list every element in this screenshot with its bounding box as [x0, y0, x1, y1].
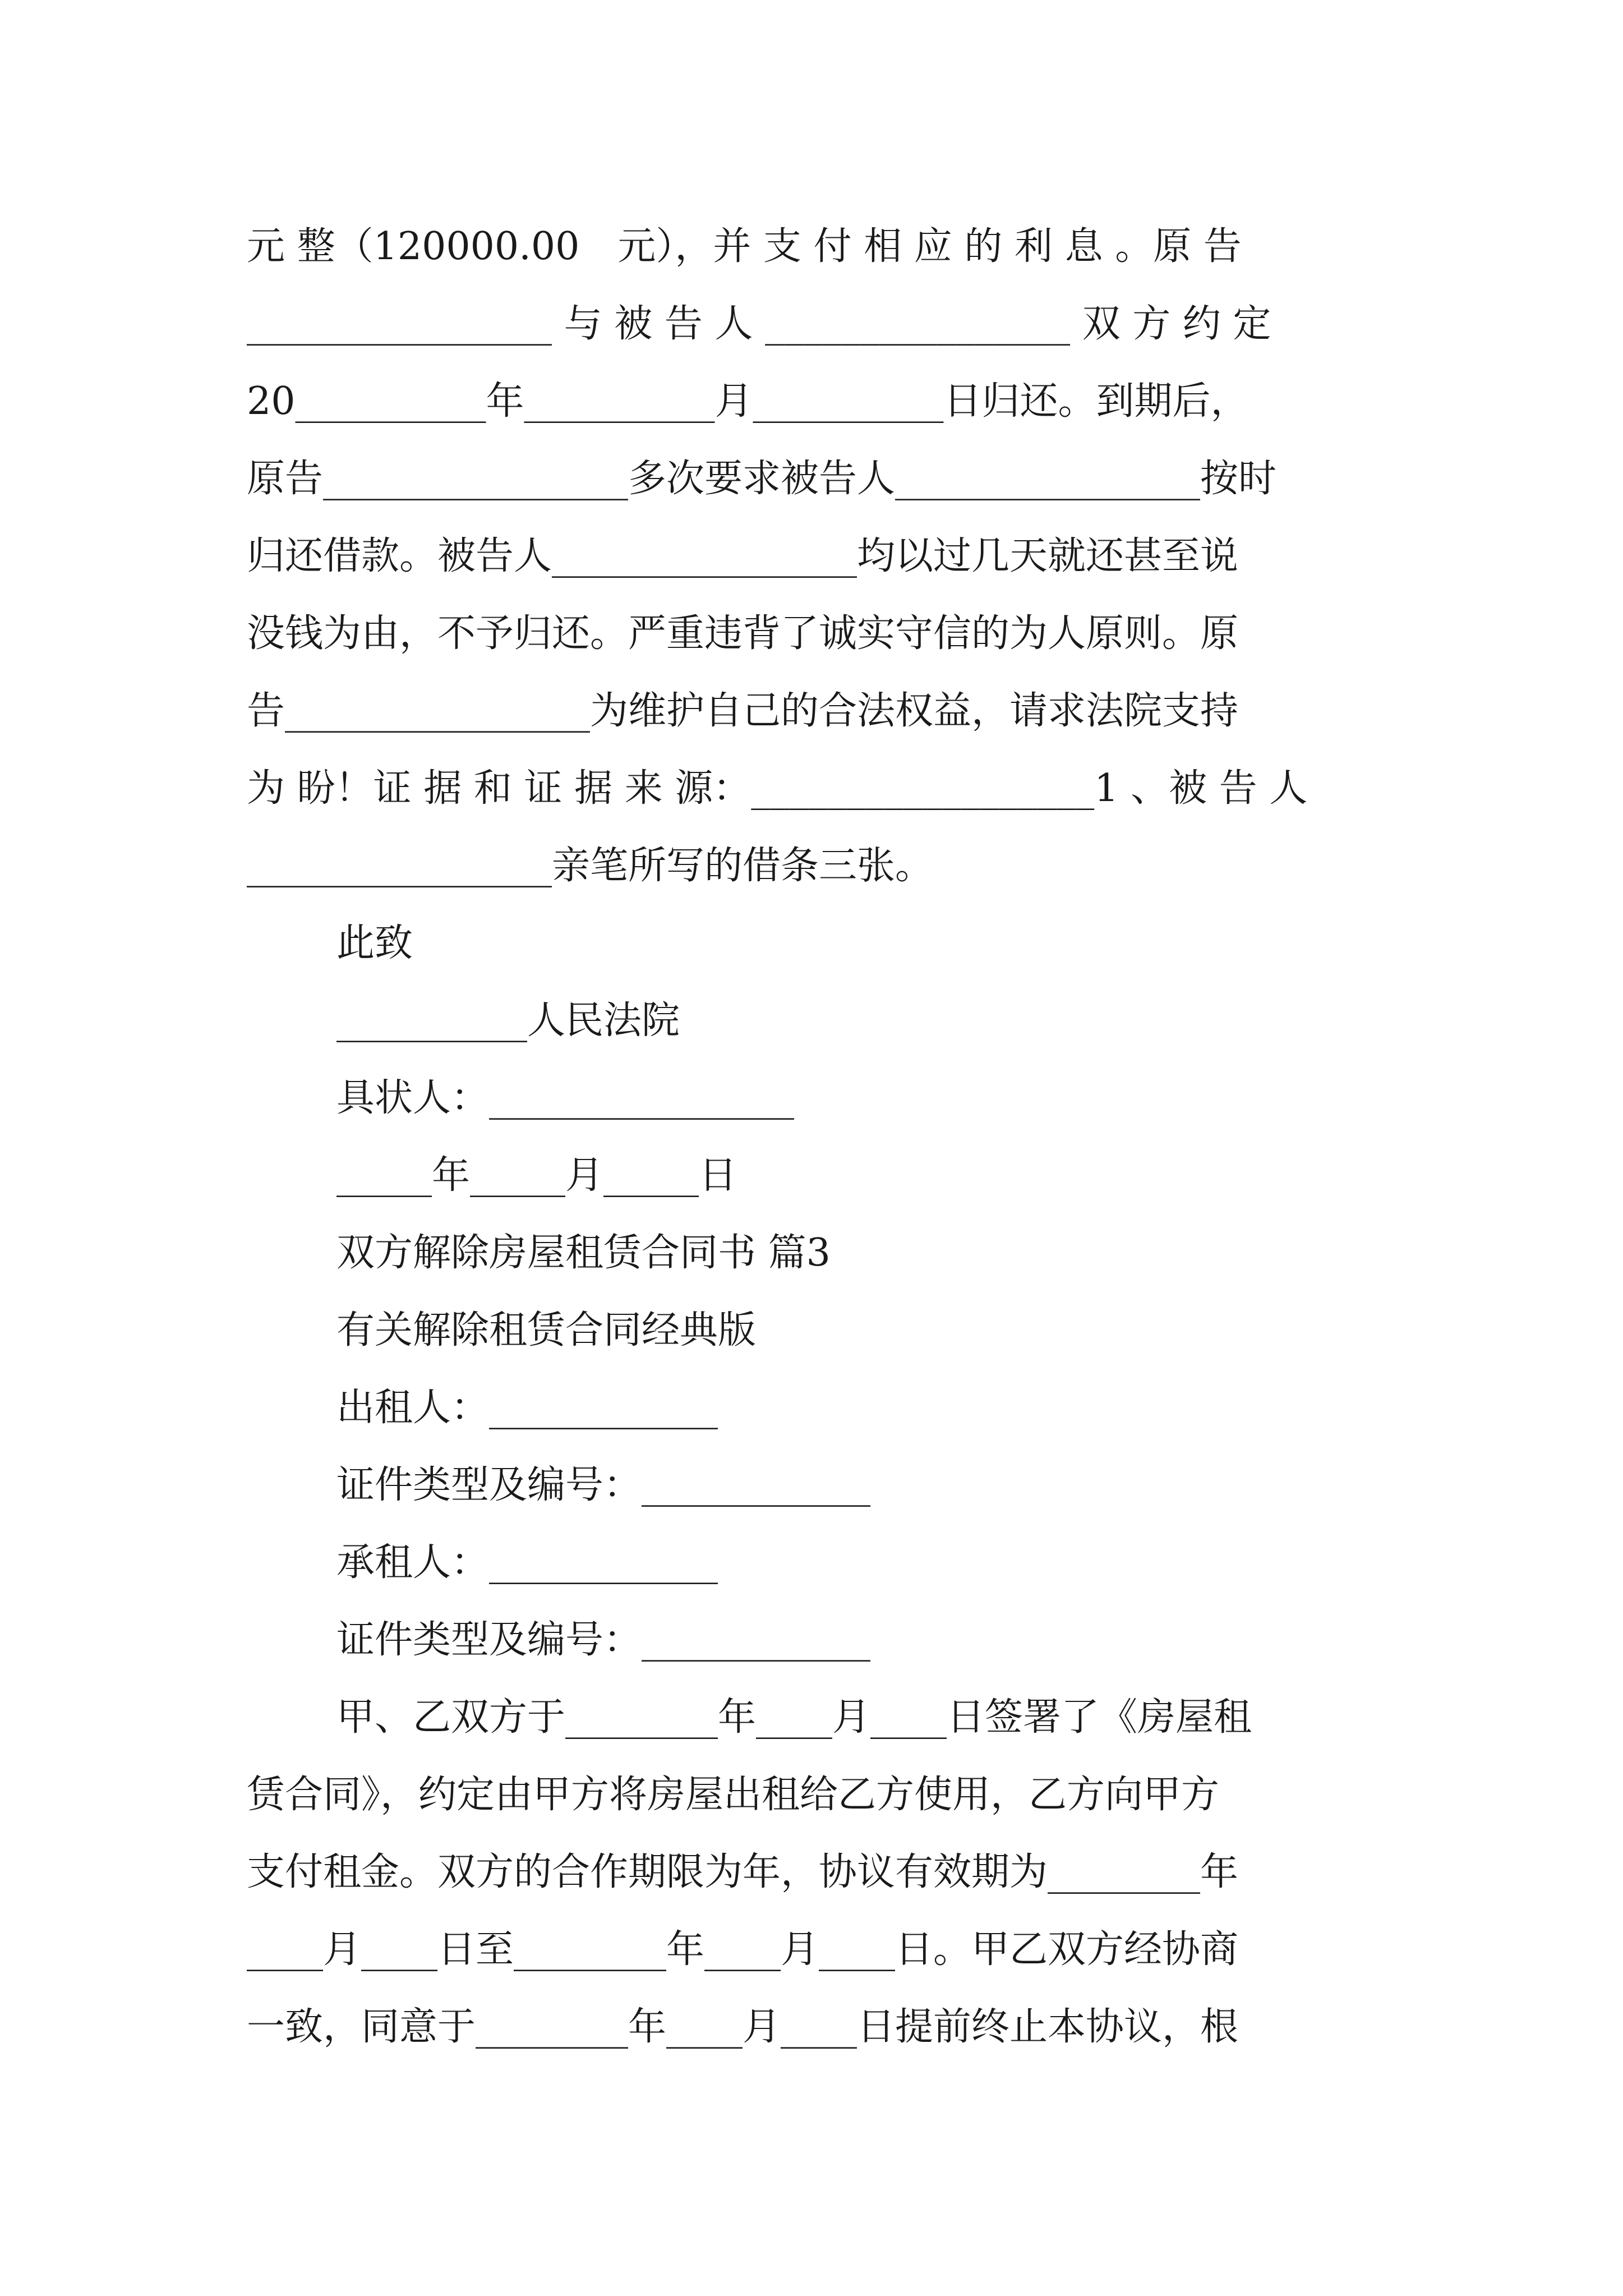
paragraph-line: ________________ 与 被 告 人 ________________ 双 方 约 定: [247, 302, 1271, 346]
lessee-id-field-line: 证件类型及编号：____________: [336, 1618, 871, 1662]
paragraph-line: ____月____日至________年____月____日。甲乙双方经协商: [247, 1927, 1239, 1972]
plaintiff-signature-line: 具状人：________________: [336, 1076, 795, 1120]
paragraph-line: 支付租金。双方的合作期限为年，协议有效期为________年: [247, 1850, 1239, 1894]
section-heading: 双方解除房屋租赁合同书 篇3: [336, 1231, 831, 1275]
lessor-field-line: 出租人：____________: [336, 1386, 718, 1430]
lessor-id-field-line: 证件类型及编号：____________: [336, 1463, 871, 1507]
paragraph-line: 为 盼！证 据 和 证 据 来 源：__________________1 、被 告 人: [247, 766, 1308, 811]
paragraph-line: ________________亲笔所写的借条三张。: [247, 844, 934, 888]
section-subheading: 有关解除租赁合同经典版: [336, 1308, 757, 1352]
paragraph-line: 20__________年__________月__________日归还。到期后，: [247, 379, 1249, 424]
paragraph-line: 一致，同意于________年____月____日提前终止本协议，根: [247, 2005, 1239, 2049]
paragraph-line: 甲、乙双方于________年____月____日签署了《房屋租: [336, 1695, 1252, 1740]
paragraph-line: 原告________________多次要求被告人________________按时: [247, 457, 1277, 501]
lessee-field-line: 承租人：____________: [336, 1540, 718, 1585]
date-line: _____年_____月_____日: [336, 1153, 737, 1198]
court-name-line: __________人民法院: [336, 999, 680, 1043]
paragraph-line: 归还借款。被告人________________均以过几天就还甚至说: [247, 534, 1239, 578]
paragraph-line: 告________________为维护自己的合法权益，请求法院支持: [247, 689, 1239, 733]
paragraph-line: 没钱为由，不予归还。严重违背了诚实守信的为人原则。原: [247, 611, 1239, 656]
paragraph-line: 元 整（120000.00 元），并 支 付 相 应 的 利 息 。原 告: [247, 224, 1242, 269]
paragraph-line: 赁合同》，约定由甲方将房屋出租给乙方使用，乙方向甲方: [247, 1773, 1220, 1817]
salutation: 此致: [336, 921, 413, 965]
